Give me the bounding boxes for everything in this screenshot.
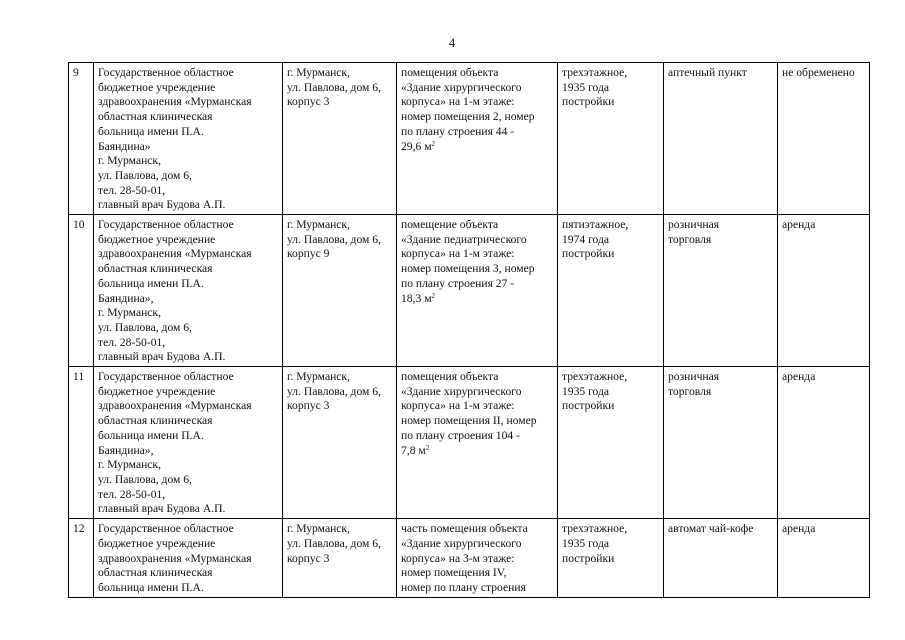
cell-text-line: корпуса» на 1-м этаже: [401, 95, 515, 109]
cell-text-line: больница имени П.А. [98, 124, 204, 138]
cell-text-line: розничная [668, 218, 720, 232]
cell-text-line: бюджетное учреждение [98, 536, 216, 550]
cell-text-line: корпуса» на 1-м этаже: [401, 399, 515, 413]
cell-text-line: бюджетное учреждение [98, 80, 216, 94]
row-number-cell [69, 215, 94, 367]
organization-cell [94, 367, 283, 519]
building-info-cell [558, 215, 664, 367]
area-unit-superscript: 2 [431, 139, 436, 148]
cell-text-line: корпус 9 [287, 247, 330, 261]
building-info-cell [558, 367, 664, 519]
cell-text-line: тел. 28-50-01, [98, 183, 166, 197]
cell-text-line: больница имени П.А. [98, 580, 204, 594]
row-number-cell [69, 63, 94, 215]
premises-description-cell [397, 519, 558, 598]
table-row [69, 367, 870, 519]
cell-text-line: бюджетное учреждение [98, 384, 216, 398]
cell-text-line: 1935 года [562, 384, 610, 398]
cell-text-line: г. Мурманск, [287, 370, 350, 384]
cell-text-line: номер помещения IV, [401, 566, 507, 580]
cell-text-line: Баяндина» [98, 139, 151, 153]
cell-text-line: не обременено [782, 66, 855, 79]
cell-text-line: торговля [668, 232, 712, 246]
cell-text-line: здравоохранения «Мурманская [98, 95, 252, 109]
cell-text-line: номер помещения 2, номер [401, 110, 535, 124]
cell-text-line: 12 [73, 522, 85, 536]
cell-text-line: 18,3 $м^2$ [401, 291, 436, 305]
cell-text-line: 1974 года [562, 232, 610, 246]
cell-text-line: аренда [782, 522, 816, 536]
cell-text-line: аренда [782, 218, 816, 232]
cell-text-line: здравоохранения «Мурманская [98, 551, 252, 565]
address-cell [283, 63, 397, 215]
cell-text-line: Государственное областное [98, 370, 234, 384]
cell-text-line: главный врач Будова А.П. [98, 350, 226, 364]
cell-text-line: г. Мурманск, [98, 306, 161, 320]
premises-description-cell [397, 367, 558, 519]
cell-text-line: номер по плану строения [401, 580, 526, 594]
cell-text-line: 11 [73, 370, 85, 384]
cell-text-line: областная клиническая [98, 262, 213, 276]
cell-text-line: здравоохранения «Мурманская [98, 247, 252, 261]
cell-text-line: Баяндина», [98, 443, 154, 457]
area-unit-superscript: 2 [431, 291, 436, 300]
cell-text-line: больница имени П.А. [98, 428, 204, 442]
cell-text-line: ул. Павлова, дом 6, [98, 472, 192, 486]
organization-cell [94, 519, 283, 598]
cell-text-line: 7,8 $м^2$ [401, 443, 430, 457]
cell-text-line: ул. Павлова, дом 6, [98, 168, 192, 182]
cell-text-line: по плану строения 44 - [401, 124, 515, 138]
cell-text-line: тел. 28-50-01, [98, 335, 166, 349]
cell-text-line: «Здание хирургического [401, 80, 522, 94]
cell-text-line: «Здание хирургического [401, 536, 522, 550]
cell-text-line: постройки [562, 551, 615, 565]
cell-text-line: г. Мурманск, [287, 218, 350, 232]
cell-text-line: корпуса» на 3-м этаже: [401, 551, 515, 565]
cell-text-line: «Здание педиатрического [401, 232, 527, 246]
purpose-cell [664, 215, 778, 367]
table-row [69, 519, 870, 598]
premises-description-cell [397, 63, 558, 215]
premises-description-cell [397, 215, 558, 367]
purpose-cell [664, 367, 778, 519]
cell-text-line: постройки [562, 95, 615, 109]
building-info-cell [558, 63, 664, 215]
cell-text-line: часть помещения объекта [401, 522, 528, 536]
cell-text-line: по плану строения 104 - [401, 428, 520, 442]
cell-text-line: г. Мурманск, [287, 66, 350, 79]
cell-text-line: помещения объекта [401, 66, 499, 79]
table-row [69, 215, 870, 367]
register-table [68, 62, 870, 598]
cell-text-line: ул. Павлова, дом 6, [98, 320, 192, 334]
cell-text-line: корпуса» на 1-м этаже: [401, 247, 515, 261]
row-number-cell [69, 519, 94, 598]
cell-text-line: постройки [562, 247, 615, 261]
cell-text-line: аренда [782, 370, 816, 384]
cell-text-line: корпус 3 [287, 551, 330, 565]
area-unit-superscript: 2 [425, 443, 430, 452]
cell-text-line: областная клиническая [98, 414, 213, 428]
cell-text-line: областная клиническая [98, 110, 213, 124]
cell-text-line: по плану строения 27 - [401, 276, 515, 290]
encumbrance-cell [778, 215, 870, 367]
cell-text-line: 1935 года [562, 536, 610, 550]
cell-text-line: помещения объекта [401, 370, 499, 384]
cell-text-line: ул. Павлова, дом 6, [287, 80, 381, 94]
cell-text-line: трехэтажное, [562, 66, 628, 79]
cell-text-line: главный врач Будова А.П. [98, 502, 226, 516]
address-cell [283, 215, 397, 367]
cell-text-line: ул. Павлова, дом 6, [287, 536, 381, 550]
cell-text-line: 9 [73, 66, 79, 79]
cell-text-line: Государственное областное [98, 66, 234, 79]
cell-text-line: тел. 28-50-01, [98, 487, 166, 501]
cell-text-line: бюджетное учреждение [98, 232, 216, 246]
cell-text-line: г. Мурманск, [287, 522, 350, 536]
cell-text-line: пятиэтажное, [562, 218, 629, 232]
cell-text-line: номер помещения 3, номер [401, 262, 535, 276]
cell-text-line: розничная [668, 370, 720, 384]
cell-text-line: аптечный пункт [668, 66, 747, 79]
cell-text-line: главный врач Будова А.П. [98, 198, 226, 212]
cell-text-line: ул. Павлова, дом 6, [287, 232, 381, 246]
cell-text-line: Государственное областное [98, 522, 234, 536]
encumbrance-cell [778, 63, 870, 215]
cell-text-line: г. Мурманск, [98, 458, 161, 472]
cell-text-line: торговля [668, 384, 712, 398]
page-number: 4 [448, 36, 456, 50]
encumbrance-cell [778, 519, 870, 598]
encumbrance-cell [778, 367, 870, 519]
organization-cell [94, 63, 283, 215]
cell-text-line: 29,6 $м^2$ [401, 139, 436, 153]
cell-text-line: помещение объекта [401, 218, 499, 232]
purpose-cell [664, 63, 778, 215]
cell-text-line: ул. Павлова, дом 6, [287, 384, 381, 398]
cell-text-line: 10 [73, 218, 85, 232]
building-info-cell [558, 519, 664, 598]
cell-text-line: г. Мурманск, [98, 154, 161, 168]
address-cell [283, 519, 397, 598]
cell-text-line: 1935 года [562, 80, 610, 94]
purpose-cell [664, 519, 778, 598]
cell-text-line: корпус 3 [287, 399, 330, 413]
cell-text-line: постройки [562, 399, 615, 413]
cell-text-line: корпус 3 [287, 95, 330, 109]
cell-text-line: трехэтажное, [562, 522, 628, 536]
cell-text-line: Баяндина», [98, 291, 154, 305]
cell-text-line: «Здание хирургического [401, 384, 522, 398]
cell-text-line: больница имени П.А. [98, 276, 204, 290]
organization-cell [94, 215, 283, 367]
address-cell [283, 367, 397, 519]
cell-text-line: областная клиническая [98, 566, 213, 580]
row-number-cell [69, 367, 94, 519]
cell-text-line: автомат чай-кофе [668, 522, 754, 536]
cell-text-line: трехэтажное, [562, 370, 628, 384]
cell-text-line: номер помещения II, номер [401, 414, 537, 428]
table-row [69, 63, 870, 215]
cell-text-line: здравоохранения «Мурманская [98, 399, 252, 413]
cell-text-line: Государственное областное [98, 218, 234, 232]
